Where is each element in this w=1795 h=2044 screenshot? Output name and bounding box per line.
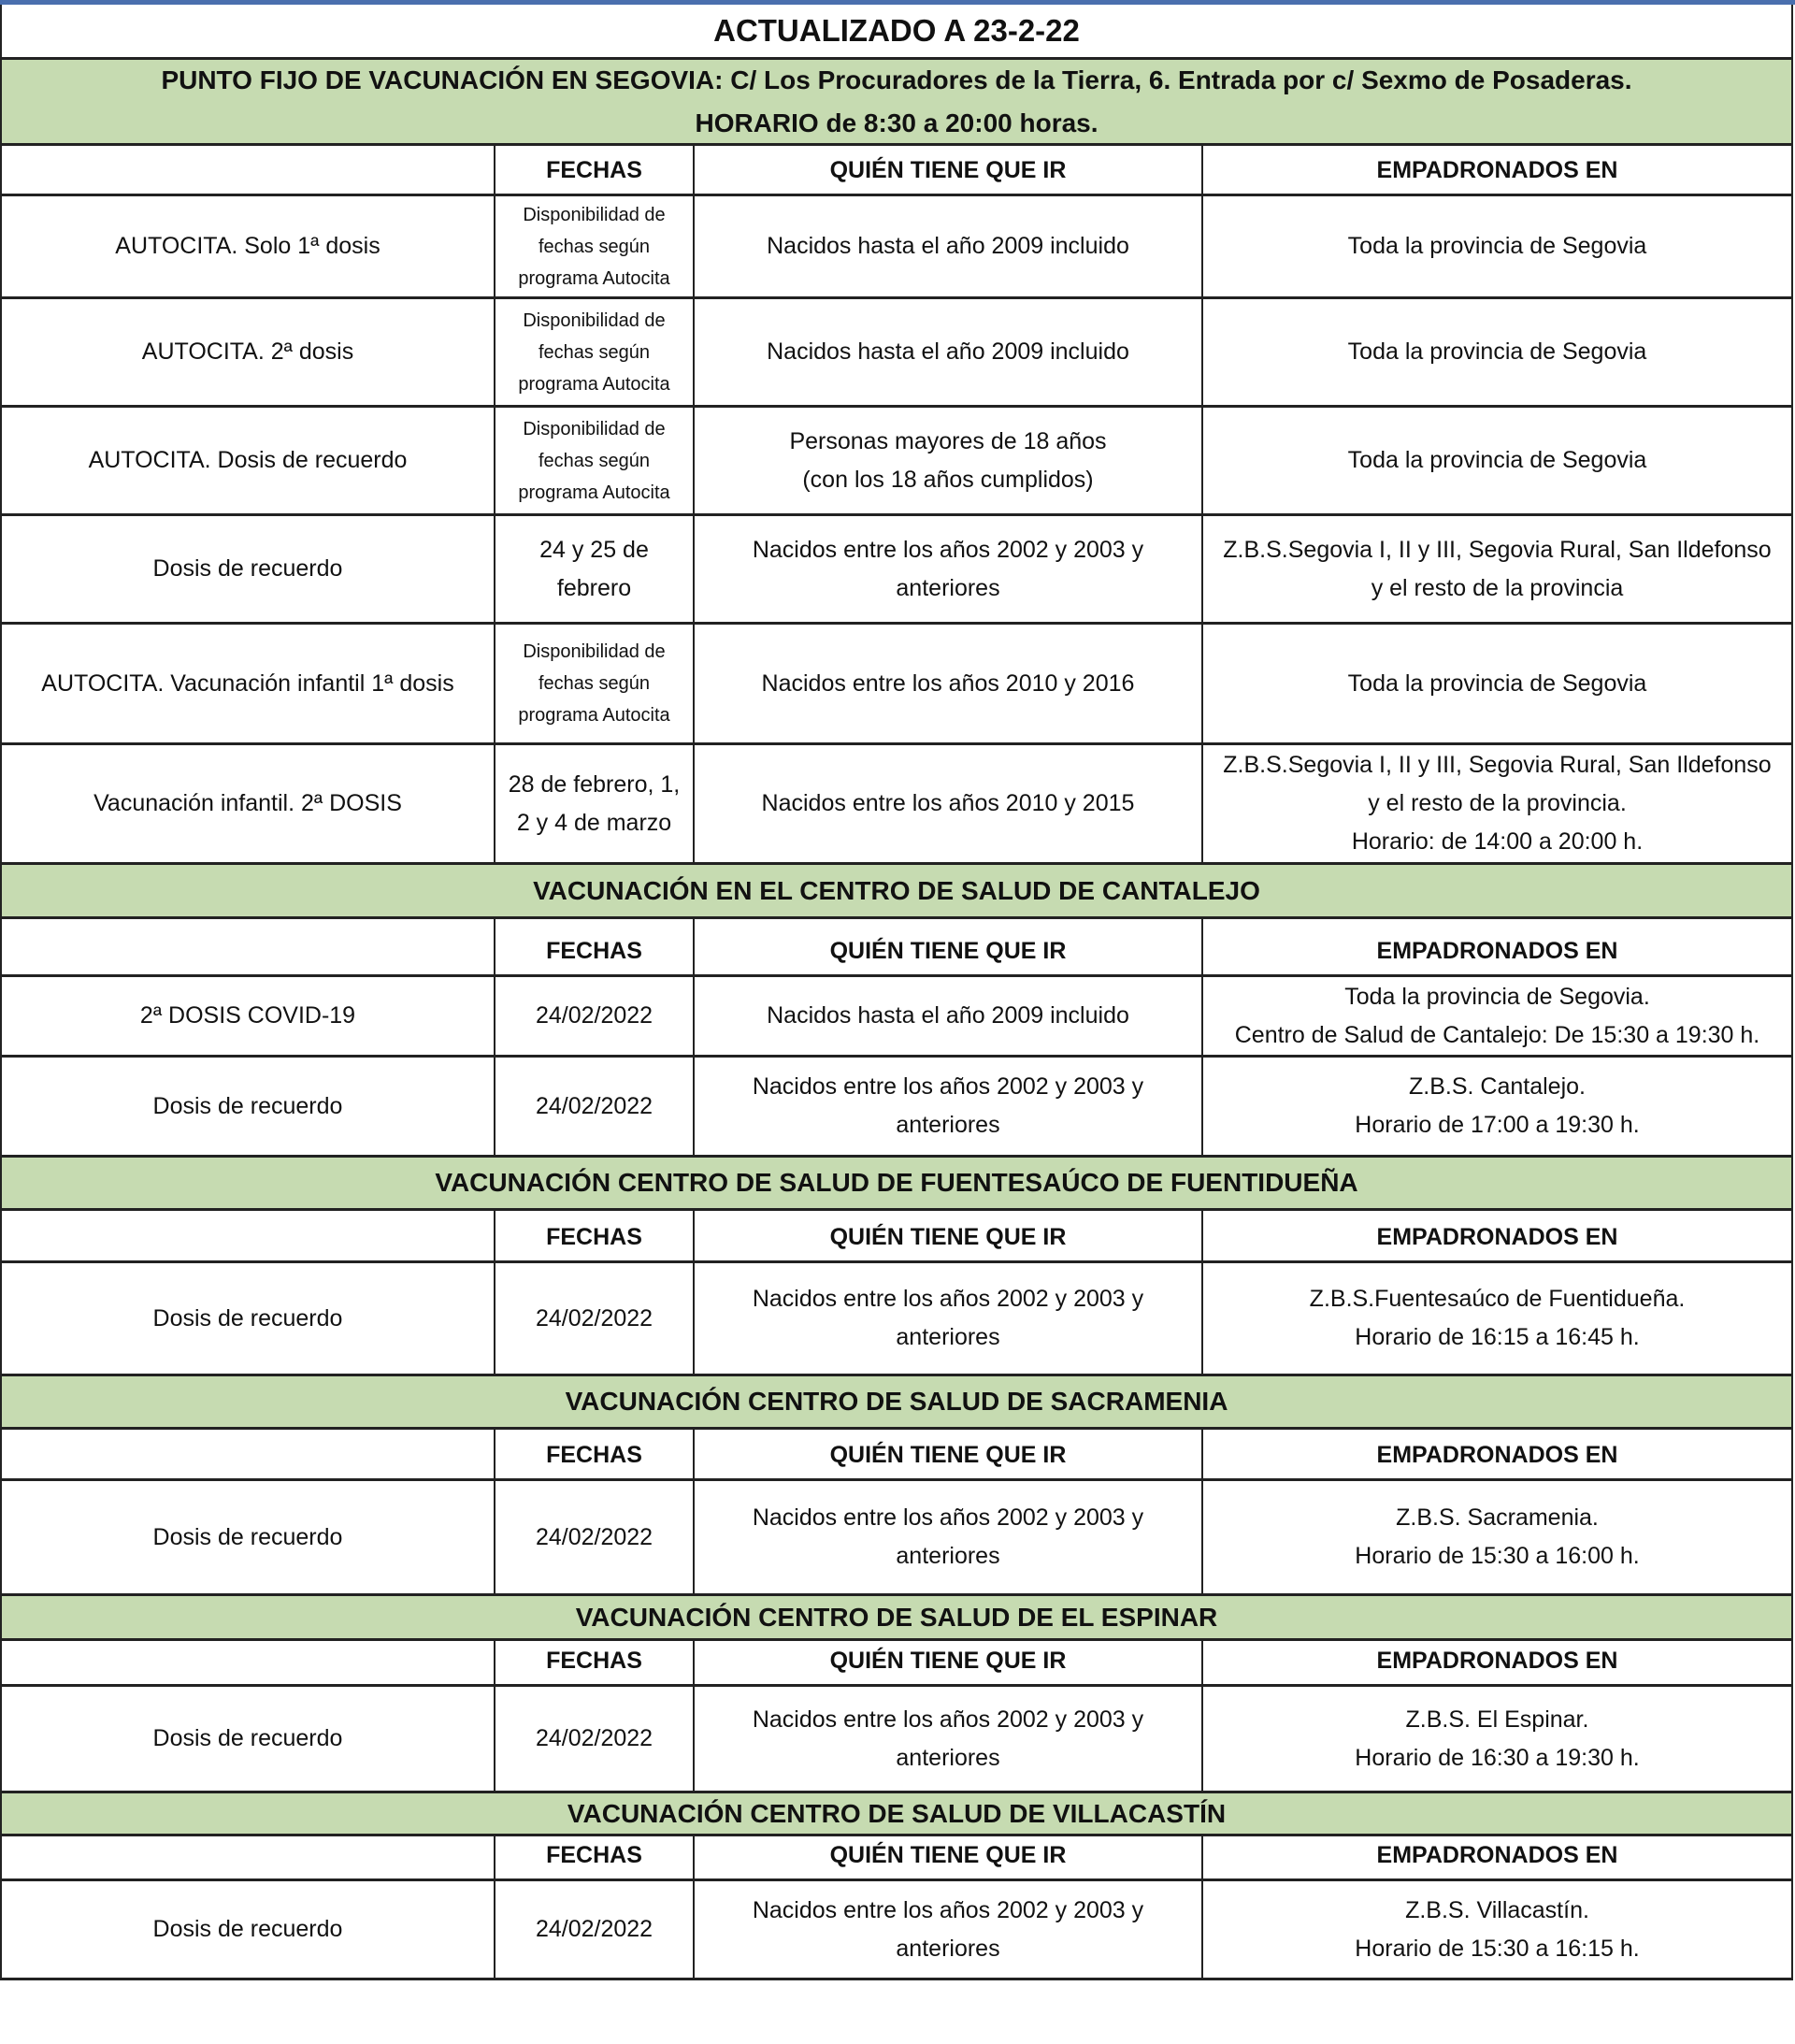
cell-line: Nacidos entre los años 2002 y 2003 y xyxy=(752,1286,1144,1312)
table-row xyxy=(2,1481,1791,1596)
title-row xyxy=(2,5,1791,60)
cell-line: 24/02/2022 xyxy=(535,1002,653,1029)
table-row xyxy=(2,1881,1791,1980)
column-header-label: QUIÉN TIENE QUE IR xyxy=(829,1442,1067,1468)
column-header-row xyxy=(2,919,1791,977)
column-header-label: EMPADRONADOS EN xyxy=(1376,1224,1618,1250)
section-heading xyxy=(2,865,1791,919)
cell-line: fechas según xyxy=(538,450,650,471)
column-header-0 xyxy=(2,1641,495,1684)
empadronados-cell xyxy=(1203,977,1791,1055)
cell-line: Toda la provincia de Segovia xyxy=(1347,669,1647,697)
column-header-1 xyxy=(495,1430,695,1478)
cell-line: (con los 18 años cumplidos) xyxy=(802,466,1094,493)
table-row xyxy=(2,299,1791,408)
column-header-3 xyxy=(1203,1430,1791,1478)
column-header-2 xyxy=(695,146,1203,194)
quien-cell xyxy=(695,196,1203,296)
section-heading-line: VACUNACIÓN CENTRO DE SALUD DE SACRAMENIA xyxy=(565,1387,1228,1416)
cell-text: Dosis de recuerdo xyxy=(152,1304,343,1331)
fechas-cell xyxy=(495,1481,695,1593)
cell-line: Z.B.S.Fuentesaúco de Fuentidueña. xyxy=(1309,1286,1686,1312)
cell-line: Z.B.S.Segovia I, II y III, Segovia Rural, San Ildefonso xyxy=(1223,536,1772,563)
tipo-cell xyxy=(2,408,495,513)
quien-cell xyxy=(695,516,1203,622)
column-header-0 xyxy=(2,1836,495,1878)
section-heading xyxy=(2,1158,1791,1211)
cell-line: anteriores xyxy=(896,1744,1000,1771)
column-header-3 xyxy=(1203,919,1791,974)
cell-text: 2ª DOSIS COVID-19 xyxy=(139,1002,356,1029)
table-row xyxy=(2,625,1791,745)
cell-line: 24/02/2022 xyxy=(535,1916,653,1942)
section-heading-line: VACUNACIÓN CENTRO DE SALUD DE EL ESPINAR xyxy=(575,1602,1218,1632)
cell-text: AUTOCITA. Solo 1ª dosis xyxy=(115,233,381,259)
cell-line: Nacidos entre los años 2002 y 2003 y xyxy=(752,1073,1144,1100)
tipo-cell xyxy=(2,625,495,742)
section-heading-line: PUNTO FIJO DE VACUNACIÓN EN SEGOVIA: C/ Los Procuradores de la Tierra, 6. Entrada por c/ Sexmo de Posaderas. xyxy=(161,65,1632,94)
empadronados-cell xyxy=(1203,1881,1791,1978)
column-header-label: QUIÉN TIENE QUE IR xyxy=(829,938,1067,964)
quien-cell xyxy=(695,977,1203,1055)
empadronados-cell xyxy=(1203,745,1791,862)
column-header-label: QUIÉN TIENE QUE IR xyxy=(829,1224,1067,1250)
cell-line: Disponibilidad de xyxy=(523,309,666,331)
cell-line: Toda la provincia de Segovia. xyxy=(1344,983,1650,1010)
column-header-label: FECHAS xyxy=(546,938,642,964)
empadronados-cell xyxy=(1203,516,1791,622)
cell-line: Centro de Salud de Cantalejo: De 15:30 a 19:30 h. xyxy=(1234,1021,1760,1048)
cell-line: Nacidos hasta el año 2009 incluido xyxy=(767,1002,1129,1029)
empadronados-cell xyxy=(1203,196,1791,296)
empadronados-cell xyxy=(1203,408,1791,513)
column-header-row xyxy=(2,1641,1791,1687)
column-header-row xyxy=(2,1211,1791,1263)
tipo-cell xyxy=(2,1263,495,1374)
cell-line: fechas según xyxy=(538,236,650,257)
fechas-cell xyxy=(495,1263,695,1374)
column-header-0 xyxy=(2,1211,495,1260)
cell-line: programa Autocita xyxy=(518,267,670,289)
cell-line: anteriores xyxy=(896,1543,1000,1569)
cell-line: programa Autocita xyxy=(518,373,670,395)
cell-line: 24/02/2022 xyxy=(535,1304,653,1331)
cell-line: y el resto de la provincia. xyxy=(1368,790,1627,816)
cell-text: Vacunación infantil. 2ª DOSIS xyxy=(93,790,402,816)
fechas-cell xyxy=(495,625,695,742)
column-header-2 xyxy=(695,1836,1203,1878)
section-heading xyxy=(2,1793,1791,1836)
fechas-cell xyxy=(495,516,695,622)
cell-line: Toda la provincia de Segovia xyxy=(1347,233,1647,259)
column-header-1 xyxy=(495,919,695,974)
fechas-cell xyxy=(495,196,695,296)
cell-line: Nacidos entre los años 2010 y 2015 xyxy=(761,790,1135,816)
cell-line: fechas según xyxy=(538,673,650,694)
table-row xyxy=(2,196,1791,299)
empadronados-cell xyxy=(1203,1058,1791,1155)
cell-line: Disponibilidad de xyxy=(523,418,666,439)
cell-text: Dosis de recuerdo xyxy=(152,1916,343,1942)
column-header-3 xyxy=(1203,146,1791,194)
tipo-cell xyxy=(2,1481,495,1593)
column-header-row xyxy=(2,1836,1791,1881)
section-heading-line: VACUNACIÓN CENTRO DE SALUD DE VILLACASTÍN xyxy=(567,1798,1227,1828)
column-header-1 xyxy=(495,1641,695,1684)
column-header-label: EMPADRONADOS EN xyxy=(1376,157,1618,183)
section-heading xyxy=(2,60,1791,146)
fechas-cell xyxy=(495,408,695,513)
column-header-1 xyxy=(495,1836,695,1878)
cell-text: Dosis de recuerdo xyxy=(152,1092,343,1119)
column-header-row xyxy=(2,146,1791,196)
cell-line: Horario: de 14:00 a 20:00 h. xyxy=(1351,828,1644,855)
cell-text: AUTOCITA. Dosis de recuerdo xyxy=(88,447,408,473)
section-heading-line: VACUNACIÓN EN EL CENTRO DE SALUD DE CANTALEJO xyxy=(533,875,1260,905)
cell-line: 24/02/2022 xyxy=(535,1725,653,1751)
empadronados-cell xyxy=(1203,1263,1791,1374)
table-row xyxy=(2,1058,1791,1158)
cell-line: anteriores xyxy=(896,1935,1000,1962)
cell-line: Disponibilidad de xyxy=(523,641,666,662)
quien-cell xyxy=(695,1481,1203,1593)
tipo-cell xyxy=(2,977,495,1055)
quien-cell xyxy=(695,1058,1203,1155)
empadronados-cell xyxy=(1203,625,1791,742)
column-header-0 xyxy=(2,1430,495,1478)
cell-line: Horario de 15:30 a 16:00 h. xyxy=(1355,1543,1640,1569)
cell-line: Nacidos entre los años 2002 y 2003 y xyxy=(752,1504,1144,1531)
quien-cell xyxy=(695,1263,1203,1374)
column-header-label: FECHAS xyxy=(546,1442,642,1468)
column-header-label: QUIÉN TIENE QUE IR xyxy=(829,1648,1067,1674)
table-row xyxy=(2,516,1791,625)
cell-line: Horario de 15:30 a 16:15 h. xyxy=(1355,1935,1640,1962)
quien-cell xyxy=(695,1687,1203,1791)
column-header-row xyxy=(2,1430,1791,1481)
fechas-cell xyxy=(495,1687,695,1791)
column-header-label: EMPADRONADOS EN xyxy=(1376,1442,1618,1468)
quien-cell xyxy=(695,745,1203,862)
tipo-cell xyxy=(2,745,495,862)
column-header-label: EMPADRONADOS EN xyxy=(1376,1842,1618,1868)
cell-line: 24 y 25 de xyxy=(539,536,649,563)
section-heading xyxy=(2,1596,1791,1641)
section-heading xyxy=(2,1376,1791,1430)
table-row xyxy=(2,408,1791,516)
cell-line: Nacidos hasta el año 2009 incluido xyxy=(767,233,1129,259)
section-heading-line: HORARIO de 8:30 a 20:00 horas. xyxy=(695,108,1099,137)
column-header-3 xyxy=(1203,1211,1791,1260)
cell-line: Z.B.S. Sacramenia. xyxy=(1396,1504,1599,1531)
column-header-2 xyxy=(695,1211,1203,1260)
column-header-2 xyxy=(695,1430,1203,1478)
table-row xyxy=(2,1263,1791,1376)
cell-line: Z.B.S. Villacastín. xyxy=(1405,1896,1589,1923)
cell-text: Dosis de recuerdo xyxy=(152,1725,343,1751)
fechas-cell xyxy=(495,1058,695,1155)
tipo-cell xyxy=(2,299,495,405)
tipo-cell xyxy=(2,1687,495,1791)
quien-cell xyxy=(695,408,1203,513)
column-header-2 xyxy=(695,919,1203,974)
cell-line: Toda la provincia de Segovia xyxy=(1347,447,1647,473)
fechas-cell xyxy=(495,977,695,1055)
column-header-label: FECHAS xyxy=(546,1842,642,1868)
table-row xyxy=(2,977,1791,1058)
cell-line: programa Autocita xyxy=(518,482,670,503)
column-header-2 xyxy=(695,1641,1203,1684)
tipo-cell xyxy=(2,1058,495,1155)
cell-line: Horario de 16:15 a 16:45 h. xyxy=(1355,1324,1640,1350)
empadronados-cell xyxy=(1203,1481,1791,1593)
cell-line: programa Autocita xyxy=(518,705,670,726)
cell-line: 24/02/2022 xyxy=(535,1092,653,1119)
cell-line: y el resto de la provincia xyxy=(1371,574,1624,601)
column-header-label: QUIÉN TIENE QUE IR xyxy=(829,1842,1067,1868)
cell-line: Horario de 16:30 a 19:30 h. xyxy=(1355,1744,1640,1771)
cell-line: 28 de febrero, 1, xyxy=(508,770,681,798)
fechas-cell xyxy=(495,1881,695,1978)
column-header-label: FECHAS xyxy=(546,1648,642,1674)
cell-line: Toda la provincia de Segovia xyxy=(1347,338,1647,365)
column-header-3 xyxy=(1203,1836,1791,1878)
cell-line: Horario de 17:00 a 19:30 h. xyxy=(1355,1112,1640,1138)
cell-line: Nacidos hasta el año 2009 incluido xyxy=(767,338,1129,365)
cell-text: Dosis de recuerdo xyxy=(152,555,343,582)
column-header-label: EMPADRONADOS EN xyxy=(1376,938,1618,964)
tipo-cell xyxy=(2,1881,495,1978)
column-header-1 xyxy=(495,146,695,194)
cell-line: anteriores xyxy=(896,574,1000,601)
column-header-label: EMPADRONADOS EN xyxy=(1376,1648,1618,1674)
quien-cell xyxy=(695,299,1203,405)
cell-line: Z.B.S.Segovia I, II y III, Segovia Rural, San Ildefonso xyxy=(1223,752,1772,778)
cell-line: febrero xyxy=(556,574,632,601)
cell-line: Disponibilidad de xyxy=(523,204,666,225)
table-row xyxy=(2,1687,1791,1793)
tipo-cell xyxy=(2,516,495,622)
quien-cell xyxy=(695,625,1203,742)
cell-line: anteriores xyxy=(896,1112,1000,1138)
cell-line: Personas mayores de 18 años xyxy=(789,427,1107,454)
column-header-0 xyxy=(2,146,495,194)
cell-line: fechas según xyxy=(538,341,650,363)
column-header-0 xyxy=(2,919,495,974)
cell-line: Z.B.S. El Espinar. xyxy=(1405,1706,1589,1733)
cell-line: anteriores xyxy=(896,1324,1000,1350)
cell-line: Nacidos entre los años 2002 y 2003 y xyxy=(752,1896,1144,1923)
fechas-cell xyxy=(495,299,695,405)
column-header-3 xyxy=(1203,1641,1791,1684)
cell-line: Z.B.S. Cantalejo. xyxy=(1409,1073,1586,1100)
section-heading-line: VACUNACIÓN CENTRO DE SALUD DE FUENTESAÚCO DE FUENTIDUEÑA xyxy=(435,1168,1358,1197)
cell-line: Nacidos entre los años 2010 y 2016 xyxy=(761,669,1135,697)
fechas-cell xyxy=(495,745,695,862)
table-row xyxy=(2,745,1791,865)
vaccination-schedule-table xyxy=(0,5,1793,1980)
cell-line: 2 y 4 de marzo xyxy=(516,809,672,836)
column-header-label: FECHAS xyxy=(546,1224,642,1250)
cell-text: AUTOCITA. 2ª dosis xyxy=(141,338,354,365)
quien-cell xyxy=(695,1881,1203,1978)
cell-text: Dosis de recuerdo xyxy=(152,1523,343,1550)
empadronados-cell xyxy=(1203,1687,1791,1791)
page-title: ACTUALIZADO A 23-2-22 xyxy=(713,13,1080,48)
empadronados-cell xyxy=(1203,299,1791,405)
cell-line: Nacidos entre los años 2002 y 2003 y xyxy=(752,1706,1144,1733)
column-header-1 xyxy=(495,1211,695,1260)
column-header-label: FECHAS xyxy=(546,157,642,183)
cell-text: AUTOCITA. Vacunación infantil 1ª dosis xyxy=(41,669,454,697)
tipo-cell xyxy=(2,196,495,296)
column-header-label: QUIÉN TIENE QUE IR xyxy=(829,157,1067,183)
cell-line: Nacidos entre los años 2002 y 2003 y xyxy=(752,536,1144,563)
cell-line: 24/02/2022 xyxy=(535,1523,653,1550)
